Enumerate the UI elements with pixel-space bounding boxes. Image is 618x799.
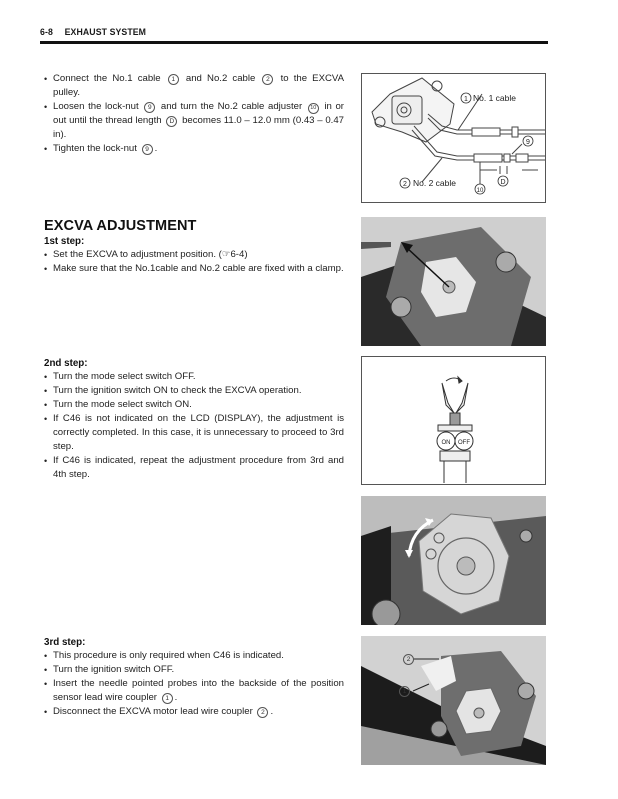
step-2: [44, 358, 344, 482]
section-heading: EXCVA ADJUSTMENT: [44, 218, 197, 234]
header-title: [40, 27, 507, 38]
svg-text:No. 1 cable: No. 1 cable: [473, 93, 516, 103]
header-rule: [40, 41, 548, 44]
svg-text:10: 10: [476, 188, 484, 194]
callout-number: 10: [308, 103, 319, 114]
step-1-label: 1st step:: [44, 236, 85, 247]
coupler-photo: [361, 636, 546, 765]
excva-pulley-image: [361, 217, 546, 346]
step-2-bullet: • If C46 is not indicated on the LCD (DISPLAY), the adjustment is correctly completed. In this case, it is unnecessary to proceed to 3rd step.: [44, 412, 344, 454]
svg-text:D: D: [500, 179, 506, 186]
mode-switch-diagram-figure: [361, 356, 546, 485]
callout-number: 9: [142, 144, 153, 155]
callout-2: 2: [401, 653, 416, 665]
callout-number: 9: [144, 102, 155, 113]
intro-bullets: [44, 72, 344, 156]
callout-1: 1: [397, 685, 412, 697]
svg-text:1: 1: [464, 96, 468, 103]
svg-text:2: 2: [403, 181, 407, 188]
step-3-bullets: [44, 649, 344, 719]
callout-number: 2: [262, 74, 273, 85]
coupler-image: [361, 636, 546, 765]
step-1-bullet: • Make sure that the No.1cable and No.2 cable are fixed with a clamp.: [44, 262, 344, 276]
step-1-bullets: [44, 248, 344, 276]
step-1-bullet: • Set the EXCVA to adjustment position. (☞6-4): [44, 248, 344, 262]
callout-number: 1: [162, 693, 173, 704]
step-3-bullet: • Insert the needle pointed probes into the backside of the position sensor lead wire coupler 1 .: [44, 677, 344, 705]
callout-number: 1: [168, 74, 179, 85]
step-3: [44, 637, 344, 719]
intro-bullet: • Tighten the lock-nut 9 .: [44, 142, 344, 156]
step-3-bullet: • This procedure is only required when C46 is indicated.: [44, 649, 344, 663]
svg-text:9: 9: [526, 139, 530, 146]
callout-number: 2: [257, 707, 268, 718]
step-2-bullet: • Turn the mode select switch OFF.: [44, 370, 344, 384]
section-title: EXHAUST SYSTEM: [64, 27, 147, 38]
svg-text:OFF: OFF: [458, 440, 470, 446]
step-3-label: 3rd step:: [44, 637, 86, 648]
intro-text: [44, 72, 344, 156]
svg-text:ON: ON: [441, 440, 451, 446]
cable-diagram-figure: [361, 73, 546, 203]
pulley-rotation-image: [361, 496, 546, 625]
mode-switch-illustration: [362, 357, 545, 484]
step-2-bullet: • Turn the mode select switch ON.: [44, 398, 344, 412]
pulley-rotation-photo: [361, 496, 546, 625]
step-2-bullets: [44, 370, 344, 482]
intro-bullet: • Connect the No.1 cable 1 and No.2 cable 2 to the EXCVA pulley.: [44, 72, 344, 100]
svg-text:No. 2 cable: No. 2 cable: [413, 178, 456, 188]
excva-pulley-photo: [361, 217, 546, 346]
callout-number: D: [166, 116, 177, 127]
section-excva-adjustment: [44, 218, 344, 276]
step-3-bullet: • Turn the ignition switch OFF.: [44, 663, 344, 677]
step-2-bullet: • Turn the ignition switch ON to check the EXCVA operation.: [44, 384, 344, 398]
step-3-bullet: • Disconnect the EXCVA motor lead wire coupler 2 .: [44, 705, 344, 719]
cable-diagram-illustration: [362, 74, 545, 202]
page-header: [40, 27, 548, 38]
page-number: 6-8: [40, 27, 53, 38]
step-2-label: 2nd step:: [44, 358, 88, 369]
step-2-bullet: • If C46 is indicated, repeat the adjustment procedure from 3rd and 4th step.: [44, 454, 344, 482]
intro-bullet: • Loosen the lock-nut 9 and turn the No.2 cable adjuster 10 in or out until the thread length D becomes 11.0 – 12.0 mm (0.43 – 0.47 in).: [44, 100, 344, 142]
